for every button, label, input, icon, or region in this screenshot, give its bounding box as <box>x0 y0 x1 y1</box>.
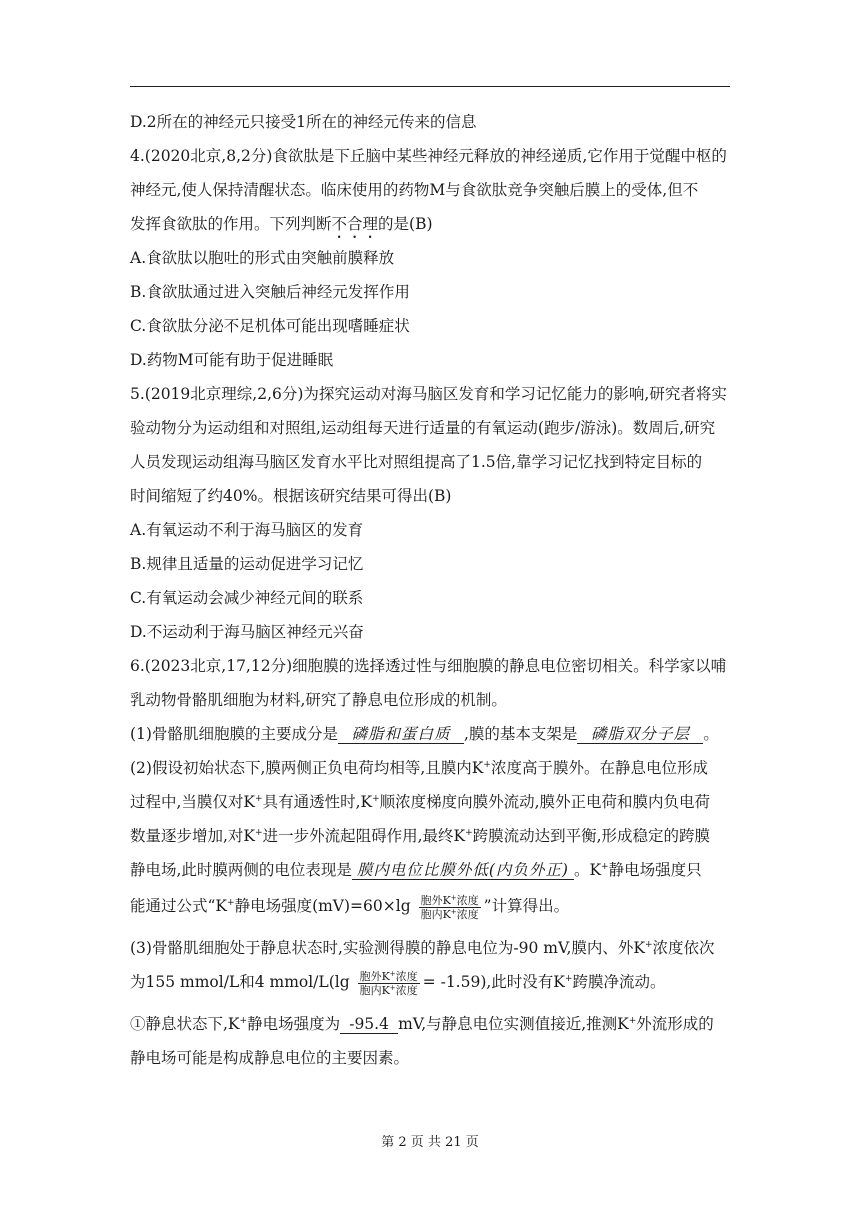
q6-part2-line-3: 数量逐步增加,对K+进一步外流起阻碍作用,最终K+跨膜流动达到平衡,形成稳定的跨膜 <box>130 827 711 845</box>
q6-part1: (1)骨骼肌细胞膜的主要成分是 磷脂和蛋白质 ,膜的基本支架是 磷脂双分子层 。 <box>130 725 719 743</box>
answer-blank-3: 膜内电位比膜外低(内负外正) <box>352 861 574 880</box>
q6-part2-line-1: (2)假设初始状态下,膜两侧正负电荷均相等,且膜内K+浓度高于膜外。在静息电位形成 <box>130 759 708 777</box>
q4-option-c: C.食欲肽分泌不足机体可能出现嗜睡症状 <box>130 317 410 335</box>
q5-option-c: C.有氧运动会减少神经元间的联系 <box>130 589 364 607</box>
q4-stem-line-2: 神经元,使人保持清醒状态。临床使用的药物M与食欲肽竞争突触后膜上的受体,但不 <box>130 181 699 199</box>
emphasis-text: 不合理 <box>331 215 379 233</box>
fraction-formula-2: $\frac{胞外K^+浓度}{胞内K^+浓度}$ <box>359 969 418 997</box>
header-rule <box>130 86 730 87</box>
q5-stem-line-3: 人员发现运动组海马脑区发育水平比对照组提高了1.5倍,靠学习记忆找到特定目标的 <box>130 453 703 471</box>
q4-option-b: B.食欲肽通过进入突触后神经元发挥作用 <box>130 283 410 301</box>
answer-blank-1: 磷脂和蛋白质 <box>338 725 464 744</box>
q6-part3-line-1: (3)骨骼肌细胞处于静息状态时,实验测得膜的静息电位为-90 mV,膜内、外K+浓度依次 <box>130 939 715 957</box>
q6-part3-line-3: ①静息状态下,K+静电场强度为 -95.4 mV,与静息电位实测值接近,推测K+外流形成的 <box>130 1015 714 1033</box>
q6-part2-line-4: 静电场,此时膜两侧的电位表现是 膜内电位比膜外低(内负外正) 。K+静电场强度只 <box>130 861 702 879</box>
q5-option-a: A.有氧运动不利于海马脑区的发育 <box>130 521 364 539</box>
answer-blank-4: -95.4 <box>340 1015 398 1034</box>
q6-stem-line-1: 6.(2023北京,17,12分)细胞膜的选择透过性与细胞膜的静息电位密切相关。科学家以哺 <box>130 657 727 675</box>
q5-stem-line-1: 5.(2019北京理综,2,6分)为探究运动对海马脑区发育和学习记忆能力的影响,研究者将实 <box>130 385 727 403</box>
q4-stem-line-3: 发挥食欲肽的作用。下列判断不合理的是(B) <box>130 215 433 233</box>
q6-part2-line-2: 过程中,当膜仅对K+具有通透性时,K+顺浓度梯度向膜外流动,膜外正电荷和膜内负电荷 <box>130 793 711 811</box>
q3-option-d: D.2所在的神经元只接受1所在的神经元传来的信息 <box>130 113 477 131</box>
q4-option-a: A.食欲肽以胞吐的形式由突触前膜释放 <box>130 249 395 267</box>
page-footer: 第 2 页 共 21 页 <box>381 1135 479 1150</box>
q5-stem-line-4: 时间缩短了约40%。根据该研究结果可得出(B) <box>130 487 452 505</box>
answer-blank-2: 磷脂双分子层 <box>577 725 703 744</box>
fraction-formula: $\frac{胞外K^+浓度}{胞内K^+浓度}$ <box>420 893 479 921</box>
page-number: 2 <box>398 1135 407 1150</box>
q4-option-d: D.药物M可能有助于促进睡眠 <box>130 351 334 369</box>
q4-stem-line-1: 4.(2020北京,8,2分)食欲肽是下丘脑中某些神经元释放的神经递质,它作用于觉醒中枢的 <box>130 147 727 165</box>
q5-stem-line-2: 验动物分为运动组和对照组,运动组每天进行适量的有氧运动(跑步/游泳)。数周后,研究 <box>130 419 716 437</box>
q5-option-b: B.规律且适量的运动促进学习记忆 <box>130 555 364 573</box>
q6-part3-line-2: 为155 mmol/L和4 mmol/L(lg $\frac{胞外K^+浓度}{胞内K^+浓度}$ = -1.59),此时没有K+跨膜净流动。 <box>130 969 666 997</box>
q6-stem-line-2: 乳动物骨骼肌细胞为材料,研究了静息电位形成的机制。 <box>130 691 507 709</box>
q6-part2-formula: 能通过公式“K+静电场强度(mV)=60×lg $\frac{胞外K^+浓度}{胞内K^+浓度}$ ”计算得出。 <box>130 893 570 921</box>
q6-part3-line-4: 静电场可能是构成静息电位的主要因素。 <box>130 1049 410 1067</box>
page-total: 21 <box>445 1135 462 1150</box>
q5-option-d: D.不运动利于海马脑区神经元兴奋 <box>130 623 364 641</box>
